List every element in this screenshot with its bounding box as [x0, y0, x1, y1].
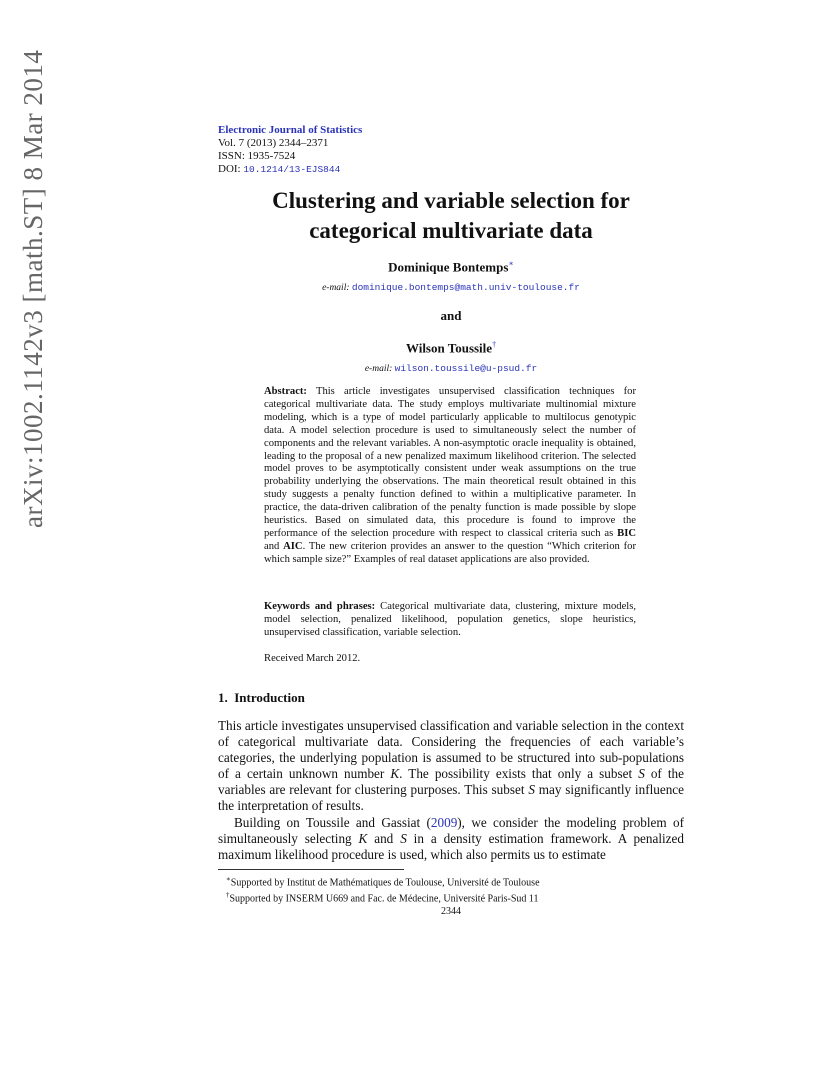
section-number: 1.	[218, 690, 228, 705]
math-var-s: S	[638, 766, 645, 782]
text-run: . The possibility exists that only a subset	[399, 766, 639, 782]
abstract-and: and	[264, 540, 284, 552]
keywords-text: Categorical multivariate data, clustering, mixture models, model selection, penalized likelihood, population genetics, slope heuristics, unsupervised classification, variable selection.	[264, 601, 636, 638]
author-1-email[interactable]: dominique.bontemps@math.univ-toulouse.fr	[351, 282, 580, 293]
journal-name[interactable]: Electronic Journal of Statistics	[218, 124, 363, 136]
email-label: e-mail:	[364, 364, 395, 374]
footnote-mark: ∗	[226, 875, 231, 883]
journal-header	[218, 124, 362, 176]
footnote-text: Supported by INSERM U669 and Fac. de Médecine, Université Paris-Sud 11	[229, 893, 539, 905]
doi-link[interactable]: 10.1214/13-EJS844	[243, 164, 341, 175]
footnote-2	[226, 889, 540, 905]
text-run: Building on Toussile and Gassiat (	[234, 814, 431, 830]
footnote-text: Supported by Institut de Mathématiques de Toulouse, Université de Toulouse	[230, 877, 540, 889]
text-run: of the variables are relevant for clustering purposes. This subset	[218, 766, 684, 798]
math-var-s: S	[400, 830, 407, 846]
footnotes	[226, 873, 540, 906]
math-var-k: K	[390, 766, 400, 782]
introduction-body	[218, 718, 684, 863]
author-1-email-line	[218, 282, 684, 293]
email-label: e-mail:	[322, 283, 352, 293]
footnote-mark: †	[226, 891, 230, 900]
author-2-email[interactable]: wilson.toussile@u-psud.fr	[394, 363, 538, 374]
page-number: 2344	[441, 906, 461, 917]
abstract-text-1: This article investigates unsupervised classification techniques for categorical multivariate data. The study employs multivariate multinomial mixture modeling, which is a type of model particularly applicable to multilocus genotypic data. A model selection procedure is used to simultaneously select the number of components and the relevant variables. A non-asymptotic oracle inequality is obtained, leading to the proposal of a new penalized maximum likelihood criterion. The selected model proves to be asymptotically consistent under weak assumptions on the true probability underlying the observations. The main theoretical result obtained in this study suggests a penalty function defined to within a multiplicative parameter. In practice, the data-driven calibration of the penalty function is made possible by slope heuristics. Based on simulated data, this procedure is found to improve the performance of the selection procedure with respect to classical criteria such as	[264, 386, 636, 539]
paper-title	[218, 186, 684, 246]
issn-info: ISSN: 1935-7524	[218, 150, 296, 162]
text-run: ), we consider the modeling problem of simultaneously selecting	[218, 814, 684, 846]
arxiv-side-stamp: arXiv:1002.1142v3 [math.ST] 8 Mar 2014	[18, 49, 48, 528]
volume-info: Vol. 7 (2013) 2344–2371	[218, 137, 329, 149]
abstract-label: Abstract:	[264, 386, 307, 397]
author-2	[218, 340, 684, 356]
keywords-label: Keywords and phrases:	[264, 601, 376, 612]
title-line-2: categorical multivariate data	[309, 218, 593, 243]
citation-link[interactable]: 2009	[430, 814, 458, 830]
text-run: and	[367, 830, 401, 846]
received-date: Received March 2012.	[264, 653, 361, 664]
title-line-1: Clustering and variable selection for	[272, 188, 630, 213]
section-heading	[218, 690, 305, 706]
author-2-footnote-mark[interactable]: †	[492, 340, 497, 349]
author-1-footnote-mark[interactable]: ∗	[508, 259, 514, 268]
author-2-email-line	[218, 363, 684, 374]
math-var-s: S	[528, 782, 535, 798]
and-separator: and	[440, 308, 462, 323]
abstract	[264, 386, 636, 567]
text-run: in a density estimation framework. A penalized maximum likelihood procedure is used, which also permits us to estimate	[218, 830, 684, 862]
aic-term: AIC	[283, 540, 303, 552]
footnote-1	[226, 873, 540, 889]
doi-info	[218, 163, 362, 176]
text-run: This article investigates unsupervised classification and variable selection in the context of categorical multivariate data. Considering the frequencies of each variable’s categories, the underlying population is assumed to be structured into sub-populations of a certain unknown number	[218, 718, 684, 782]
footnote-rule	[218, 869, 404, 870]
bic-term: BIC	[617, 527, 636, 539]
author-1-name: Dominique Bontemps	[388, 259, 509, 275]
author-1	[218, 259, 684, 275]
section-title: Introduction	[234, 690, 305, 705]
doi-label: DOI:	[218, 163, 244, 175]
intro-paragraph-1	[218, 718, 684, 815]
text-run: may significantly influence the interpretation of results.	[218, 782, 684, 814]
math-var-k: K	[358, 830, 368, 846]
intro-paragraph-2	[218, 815, 684, 863]
author-2-name: Wilson Toussile	[405, 340, 493, 356]
keywords	[264, 601, 636, 640]
abstract-text-2: . The new criterion provides an answer to the question “Which criterion for which sample size?” Examples of real dataset applications are also provided.	[264, 540, 636, 565]
